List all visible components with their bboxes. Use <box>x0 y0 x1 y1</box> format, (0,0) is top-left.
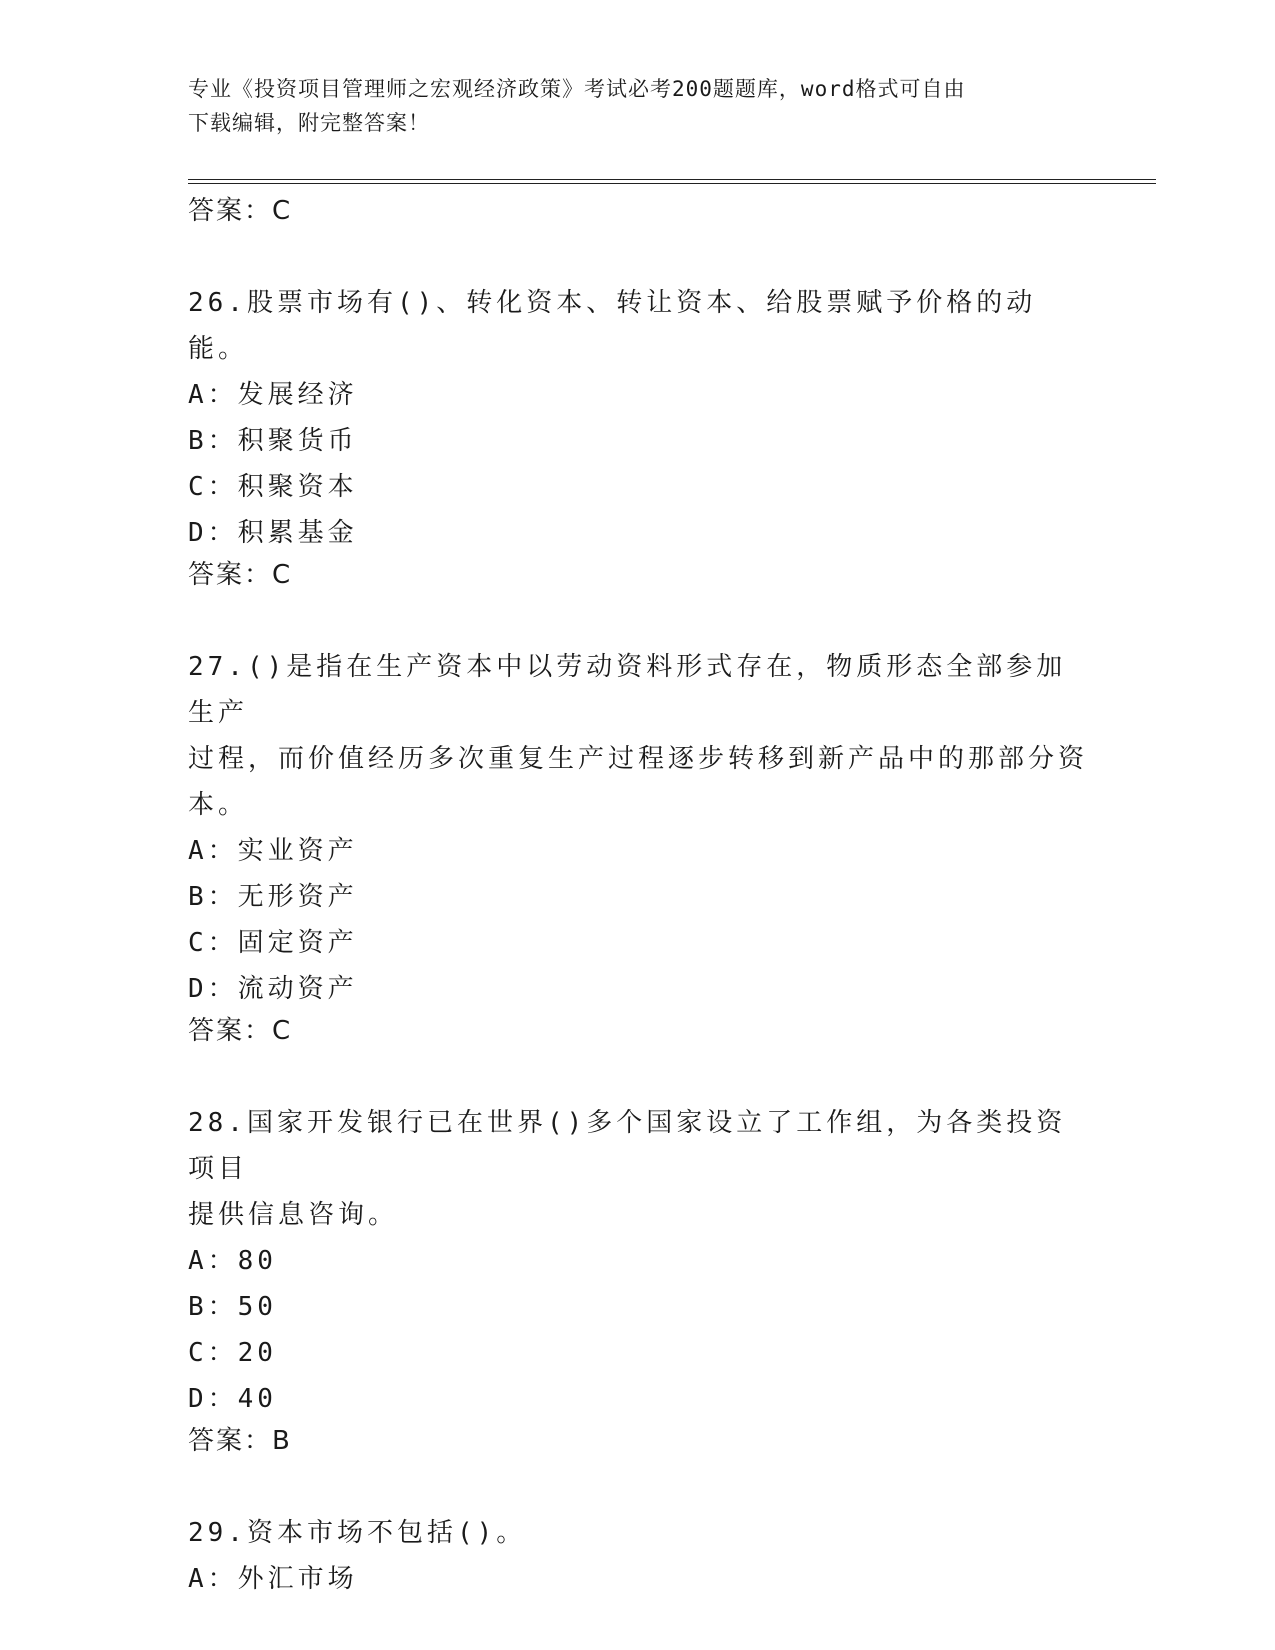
header-line-2: 下载编辑，附完整答案！ <box>188 111 430 135</box>
option-a: A：发展经济 <box>188 380 358 410</box>
header-line-1: 专业《投资项目管理师之宏观经济政策》考试必考200题题库，word格式可自由 <box>188 77 966 101</box>
document-body <box>188 192 1088 1602</box>
question-stem-line: 29.资本市场不包括()。 <box>188 1518 527 1548</box>
question-stem-line: 26.股票市场有()、转化资本、转让资本、给股票赋予价格的动能。 <box>188 288 1037 364</box>
answer: 答案：C <box>188 1016 293 1046</box>
answer: 答案：B <box>188 1426 292 1456</box>
option-d: D：40 <box>188 1384 277 1414</box>
option-a: A：80 <box>188 1246 277 1276</box>
option-c: C：固定资产 <box>188 928 358 958</box>
option-a: A：外汇市场 <box>188 1564 358 1594</box>
question-28 <box>188 1100 1088 1460</box>
question-29 <box>188 1510 1088 1602</box>
question-stem-line: 过程，而价值经历多次重复生产过程逐步转移到新产品中的那部分资 <box>188 744 1089 774</box>
option-c: C：20 <box>188 1338 277 1368</box>
option-b: B：50 <box>188 1292 277 1322</box>
previous-answer: 答案：C <box>188 196 293 226</box>
header-divider-top <box>188 179 1156 180</box>
option-d: D：积累基金 <box>188 518 358 548</box>
question-stem-line: 28.国家开发银行已在世界()多个国家设立了工作组，为各类投资项目 <box>188 1108 1067 1184</box>
question-27 <box>188 644 1088 1050</box>
question-26 <box>188 280 1088 594</box>
option-d: D：流动资产 <box>188 974 358 1004</box>
option-a: A：实业资产 <box>188 836 358 866</box>
question-stem-line: 27.()是指在生产资本中以劳动资料形式存在，物质形态全部参加生产 <box>188 652 1067 728</box>
option-b: B：无形资产 <box>188 882 358 912</box>
option-b: B：积聚货币 <box>188 426 358 456</box>
question-stem-line: 提供信息咨询。 <box>188 1200 399 1230</box>
option-c: C：积聚资本 <box>188 472 358 502</box>
header-divider-bottom <box>188 183 1156 184</box>
answer: 答案：C <box>188 560 293 590</box>
document-header <box>188 72 1088 140</box>
question-stem-line: 本。 <box>188 790 249 820</box>
